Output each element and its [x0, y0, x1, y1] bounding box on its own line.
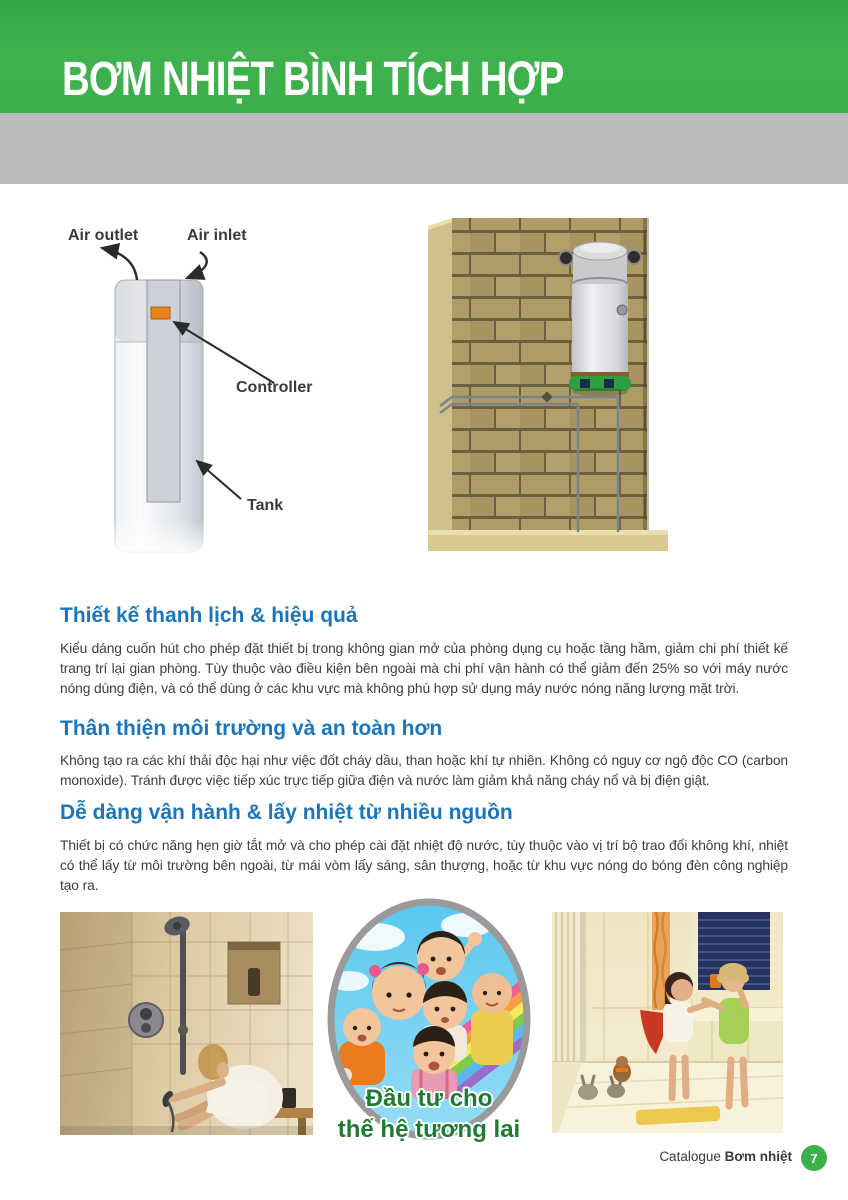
- footer-caption: [659, 1149, 792, 1164]
- tank-diagram: [40, 200, 380, 595]
- tank-ear-left: [559, 251, 573, 265]
- footer-catalogue-label: Catalogue: [659, 1149, 721, 1164]
- brick-wall: [428, 218, 668, 551]
- installation-render: [420, 210, 710, 555]
- section-design: [60, 604, 788, 699]
- tank-body: [114, 280, 206, 558]
- controller-indicator: [151, 307, 170, 319]
- page-number: 7: [810, 1150, 818, 1166]
- slogan-line1: Đầu tư cho: [365, 1085, 493, 1112]
- section-body: Thiết bị có chức năng hẹn giờ tắt mở và cho phép cài đặt nhiệt độ nước, tùy thuộc vào vị trí bộ trao đổi không khí, nhiệt có thể lấy từ môi trường bên ngoài, từ mái vòm lấy sáng, sân thượng, hoặc từ khu vực nóng do bóng đèn công nghiệp tạo ra.: [60, 838, 788, 894]
- tank-label: Tank: [247, 497, 284, 514]
- air-inlet-label: Air inlet: [187, 227, 247, 244]
- kid-right: [471, 973, 513, 1065]
- air-outlet-label: Air outlet: [68, 227, 139, 244]
- photo-future-generation: [315, 895, 555, 1157]
- section-heading: Thiết kế thanh lịch & hiệu quả: [60, 604, 358, 627]
- page-number-badge: [801, 1145, 827, 1171]
- tank-port: [617, 305, 627, 315]
- controller-label: Controller: [236, 379, 313, 396]
- bottle: [248, 968, 260, 996]
- footer-catalogue-title: Bơm nhiệt: [724, 1149, 792, 1164]
- photo-shower: [60, 912, 313, 1135]
- section-body: Kiểu dáng cuốn hút cho phép đặt thiết bị trong không gian mở của phòng dụng cụ hoặc tầng hầm, giảm chi phí thiết kế trang trí lại gian phòng. Tùy thuộc vào điều kiện bên ngoài mà chi phí vận hành có thể giảm đến 25% so với máy nước nóng dùng điện, và có thể dùng ở các khu vực mà không phù hợp sử dụng máy nước nóng năng lượng mặt trời.: [60, 641, 788, 697]
- tank-ear-right: [627, 250, 641, 264]
- slogan-line2: thế hệ tương lai: [337, 1116, 521, 1143]
- page-title: BƠM NHIỆT BÌNH TÍCH HỢP: [62, 53, 564, 106]
- bench-object: [282, 1088, 296, 1108]
- tank-arrow: [197, 461, 241, 499]
- section-heading: Dễ dàng vận hành & lấy nhiệt từ nhiều nguồn: [60, 801, 513, 824]
- orange-curtain: [652, 912, 670, 1010]
- section-environment: [60, 717, 788, 791]
- photo-kids-washing: [552, 912, 783, 1133]
- left-curtain: [552, 912, 586, 1084]
- air-outlet-arrow: [102, 248, 137, 280]
- air-inlet-arrow: [187, 252, 207, 278]
- slogan-text: [315, 1083, 543, 1145]
- section-heading: Thân thiện môi trường và an toàn hơn: [60, 717, 443, 740]
- section-body: Không tạo ra các khí thải độc hại như việc đốt cháy dầu, than hoặc khí tự nhiên. Không có nguy cơ ngộ độc CO (carbon monoxide). Tránh được việc tiếp xúc trực tiếp giữa điện và nước làm giảm khả năng cháy nổ và bị điện giật.: [60, 753, 788, 789]
- section-operation: [60, 801, 788, 896]
- face: [217, 1062, 229, 1078]
- shower-niche: [228, 942, 280, 1004]
- header-gray-band: [0, 113, 848, 184]
- floor: [428, 535, 668, 551]
